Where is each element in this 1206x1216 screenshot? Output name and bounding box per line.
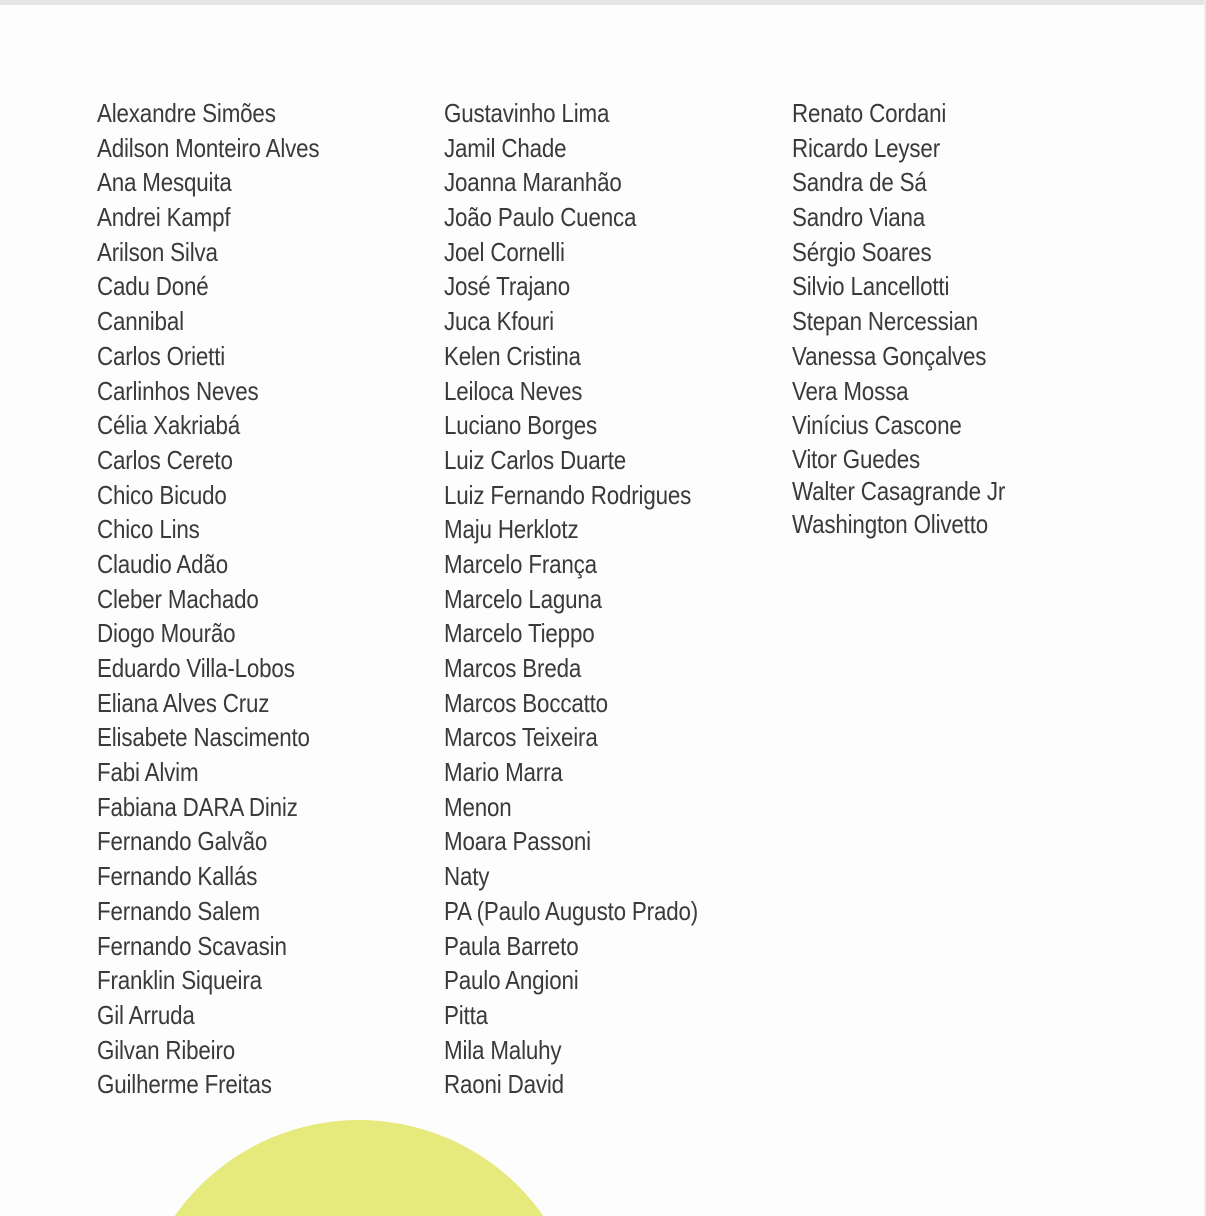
name-entry: Marcelo Tieppo bbox=[444, 618, 595, 649]
name-entry: Moara Passoni bbox=[444, 826, 591, 857]
name-entry: Stepan Nercessian bbox=[792, 306, 979, 337]
name-entry: José Trajano bbox=[444, 271, 570, 302]
name-entry: Carlos Cereto bbox=[97, 444, 233, 475]
name-entry: Fabiana DARA Diniz bbox=[97, 791, 298, 822]
name-entry: Carlinhos Neves bbox=[97, 375, 259, 406]
name-entry: Menon bbox=[444, 791, 512, 822]
name-entry: Leiloca Neves bbox=[444, 375, 583, 406]
name-entry: Washington Olivetto bbox=[792, 508, 988, 539]
name-entry: Silvio Lancellotti bbox=[792, 271, 950, 302]
name-entry: Cleber Machado bbox=[97, 583, 259, 614]
name-entry: Sérgio Soares bbox=[792, 236, 932, 267]
name-entry: Vera Mossa bbox=[792, 375, 909, 406]
names-column-1 bbox=[97, 96, 356, 1102]
name-entry: Guilherme Freitas bbox=[97, 1069, 272, 1100]
name-entry: Raoni David bbox=[444, 1069, 564, 1100]
name-entry: Fabi Alvim bbox=[97, 757, 199, 788]
name-entry: Renato Cordani bbox=[792, 98, 947, 128]
name-entry: Jamil Chade bbox=[444, 132, 567, 163]
name-entry: Fernando Salem bbox=[97, 895, 260, 926]
name-entry: Naty bbox=[444, 861, 490, 892]
name-entry: Vanessa Gonçalves bbox=[792, 340, 987, 371]
name-entry: Ricardo Leyser bbox=[792, 132, 940, 163]
decorative-circle bbox=[134, 1120, 584, 1216]
top-border bbox=[0, 0, 1206, 5]
name-entry: Marcelo França bbox=[444, 548, 597, 579]
name-entry: Alexandre Simões bbox=[97, 98, 276, 128]
name-entry: Kelen Cristina bbox=[444, 340, 581, 371]
name-entry: Fernando Kallás bbox=[97, 861, 258, 892]
name-entry: Gil Arruda bbox=[97, 999, 195, 1030]
name-entry: Franklin Siqueira bbox=[97, 965, 262, 996]
name-entry: Vinícius Cascone bbox=[792, 410, 962, 441]
name-entry: Gilvan Ribeiro bbox=[97, 1034, 236, 1065]
name-entry: Paulo Angioni bbox=[444, 965, 579, 996]
name-entry: Vitor Guedes bbox=[792, 443, 921, 474]
name-entry: Fernando Scavasin bbox=[97, 930, 287, 961]
name-entry: Marcelo Laguna bbox=[444, 583, 602, 614]
name-entry: Walter Casagrande Jr bbox=[792, 476, 1006, 507]
name-entry: Joanna Maranhão bbox=[444, 167, 622, 198]
name-entry: Pitta bbox=[444, 999, 488, 1030]
name-entry: Joel Cornelli bbox=[444, 236, 565, 267]
name-entry: Arilson Silva bbox=[97, 236, 218, 267]
name-entry: Adilson Monteiro Alves bbox=[97, 132, 320, 163]
name-entry: Elisabete Nascimento bbox=[97, 722, 310, 753]
name-entry: Mila Maluhy bbox=[444, 1034, 562, 1065]
name-entry: Maju Herklotz bbox=[444, 514, 579, 545]
name-entry: João Paulo Cuenca bbox=[444, 202, 637, 233]
name-entry: Paula Barreto bbox=[444, 930, 579, 961]
name-entry: Mario Marra bbox=[444, 757, 563, 788]
name-entry: Luiz Fernando Rodrigues bbox=[444, 479, 692, 510]
name-entry: Fernando Galvão bbox=[97, 826, 268, 857]
name-entry: Cannibal bbox=[97, 306, 184, 337]
name-entry: Marcos Boccatto bbox=[444, 687, 608, 718]
name-entry: Marcos Teixeira bbox=[444, 722, 598, 753]
name-entry: Chico Bicudo bbox=[97, 479, 227, 510]
name-entry: Sandra de Sá bbox=[792, 167, 927, 198]
name-entry: Gustavinho Lima bbox=[444, 98, 610, 128]
names-column-3 bbox=[792, 96, 1040, 540]
name-entry: Andrei Kampf bbox=[97, 202, 231, 233]
name-entry: Chico Lins bbox=[97, 514, 200, 545]
name-entry: Eduardo Villa-Lobos bbox=[97, 653, 295, 683]
name-entry: Claudio Adão bbox=[97, 548, 228, 579]
name-entry: Ana Mesquita bbox=[97, 167, 232, 198]
name-entry: Cadu Doné bbox=[97, 271, 209, 302]
name-entry: Carlos Orietti bbox=[97, 340, 226, 371]
name-entry: Luiz Carlos Duarte bbox=[444, 444, 627, 475]
name-entry: Luciano Borges bbox=[444, 410, 597, 441]
name-entry: Célia Xakriabá bbox=[97, 410, 241, 441]
name-entry: Marcos Breda bbox=[444, 653, 582, 683]
name-entry: Juca Kfouri bbox=[444, 306, 554, 337]
name-entry: Sandro Viana bbox=[792, 202, 926, 233]
name-entry: PA (Paulo Augusto Prado) bbox=[444, 895, 699, 926]
name-entry: Eliana Alves Cruz bbox=[97, 687, 270, 718]
name-entry: Diogo Mourão bbox=[97, 618, 236, 649]
names-column-2 bbox=[444, 96, 739, 1102]
